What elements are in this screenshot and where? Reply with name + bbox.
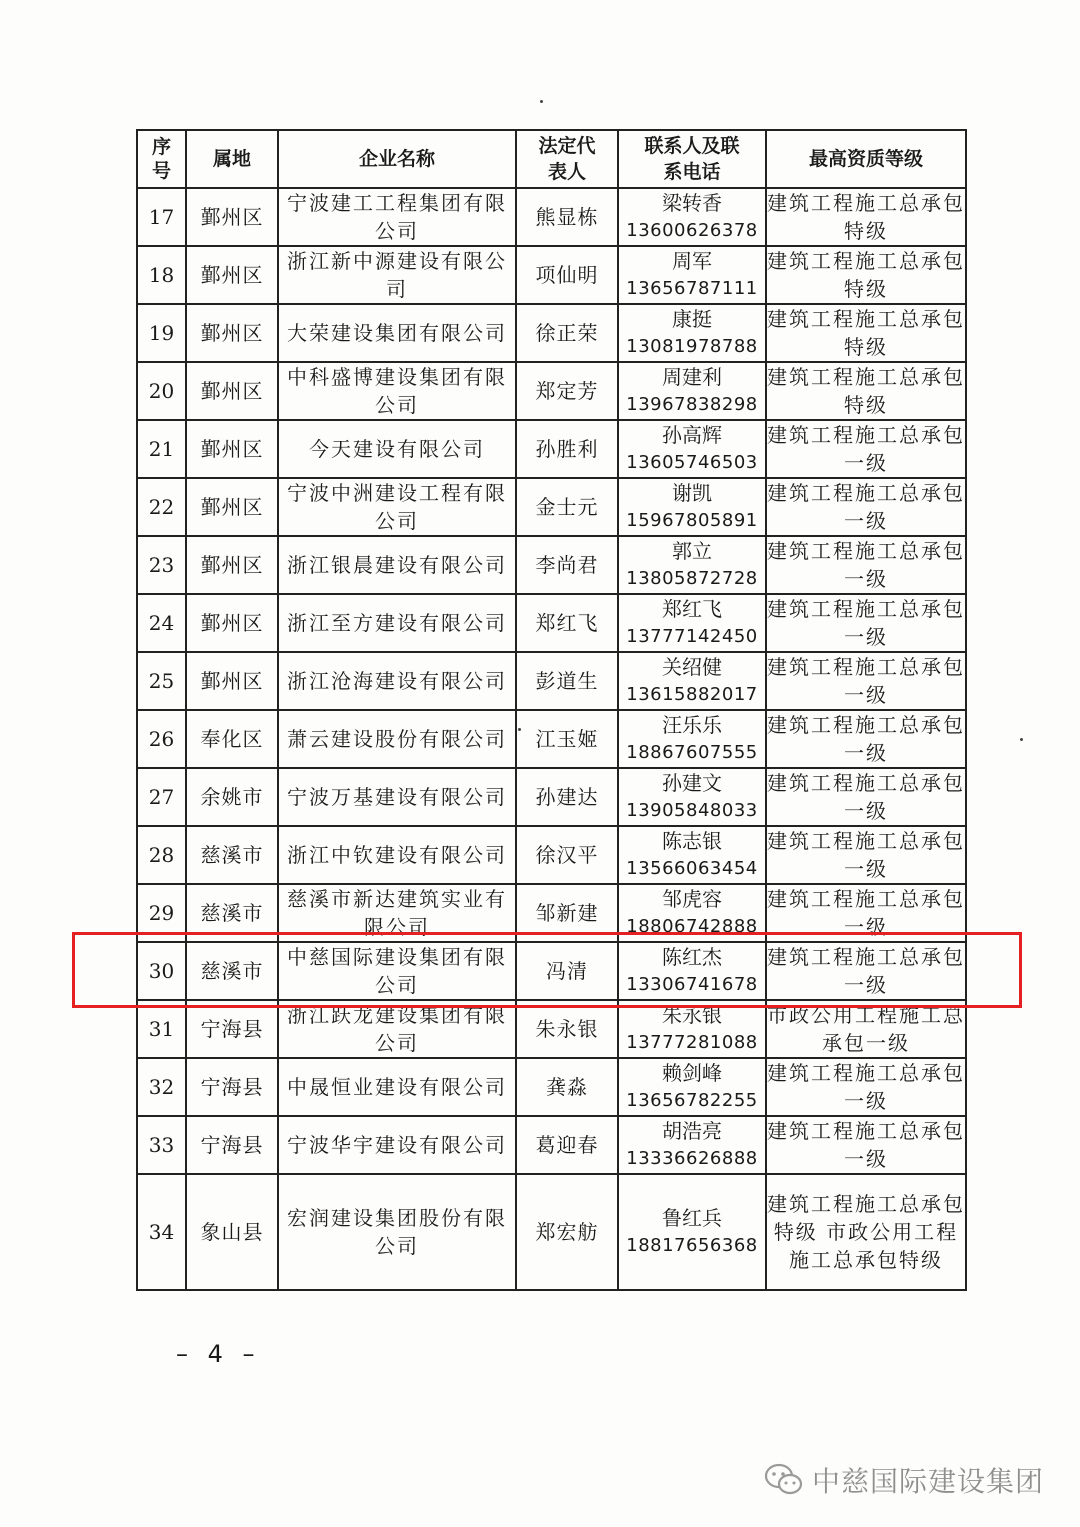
- company-cell: 大荣建设集团有限公司: [278, 304, 516, 362]
- table-body: [137, 188, 966, 1290]
- company-cell: 萧云建设股份有限公司: [278, 710, 516, 768]
- legal-rep-cell: 徐正荣: [516, 304, 618, 362]
- legal-rep-cell: 金士元: [516, 478, 618, 536]
- table-header-row: [137, 130, 966, 188]
- qualification-cell: 建筑工程施工总承包一级: [766, 826, 966, 884]
- seq-cell: 23: [137, 536, 186, 594]
- contact-cell: [618, 1058, 766, 1116]
- table-row: [137, 1000, 966, 1058]
- wechat-icon: [764, 1463, 804, 1497]
- qualification-cell: 建筑工程施工总承包特级: [766, 188, 966, 246]
- contact-cell: [618, 536, 766, 594]
- seq-cell: 32: [137, 1058, 186, 1116]
- table-row: [137, 652, 966, 710]
- contact-cell: [618, 884, 766, 942]
- scan-speck: [518, 728, 521, 731]
- legal-rep-cell: 郑红飞: [516, 594, 618, 652]
- table-row: [137, 1116, 966, 1174]
- company-cell: 浙江新中源建设有限公司: [278, 246, 516, 304]
- qualification-cell: 建筑工程施工总承包一级: [766, 594, 966, 652]
- qualification-cell: 建筑工程施工总承包一级: [766, 710, 966, 768]
- location-cell: 余姚市: [186, 768, 278, 826]
- location-cell: 宁海县: [186, 1000, 278, 1058]
- location-cell: 宁海县: [186, 1116, 278, 1174]
- contact-cell: [618, 478, 766, 536]
- legal-rep-cell: 邹新建: [516, 884, 618, 942]
- company-cell: 浙江中钦建设有限公司: [278, 826, 516, 884]
- contact-phone: 13615882017: [626, 684, 758, 705]
- location-cell: 奉化区: [186, 710, 278, 768]
- table-row: [137, 478, 966, 536]
- company-cell: 中科盛博建设集团有限公司: [278, 362, 516, 420]
- watermark: [764, 1460, 1044, 1500]
- contact-phone: 13777281088: [626, 1032, 758, 1053]
- legal-rep-cell: 郑宏舫: [516, 1174, 618, 1290]
- contact-name: 邹虎容: [662, 887, 722, 911]
- table-row: [137, 1058, 966, 1116]
- header-seq: 序号: [137, 130, 186, 188]
- contact-name: 朱永银: [662, 1003, 722, 1027]
- qualification-cell: 建筑工程施工总承包特级: [766, 246, 966, 304]
- location-cell: 鄞州区: [186, 652, 278, 710]
- table-row: [137, 768, 966, 826]
- header-legal-rep: 法定代表人: [516, 130, 618, 188]
- location-cell: 象山县: [186, 1174, 278, 1290]
- legal-rep-cell: 彭道生: [516, 652, 618, 710]
- legal-rep-cell: 徐汉平: [516, 826, 618, 884]
- contact-cell: [618, 826, 766, 884]
- contact-phone: 13081978788: [626, 336, 758, 357]
- company-cell: 宁波华宇建设有限公司: [278, 1116, 516, 1174]
- contact-cell: [618, 304, 766, 362]
- contact-phone: 18817656368: [626, 1235, 758, 1256]
- seq-cell: 17: [137, 188, 186, 246]
- contact-cell: [618, 942, 766, 1000]
- table-row: [137, 710, 966, 768]
- contact-phone: 13777142450: [626, 626, 758, 647]
- contact-name: 汪乐乐: [662, 713, 722, 737]
- location-cell: 慈溪市: [186, 942, 278, 1000]
- qualification-cell: 建筑工程施工总承包一级: [766, 1116, 966, 1174]
- contact-cell: [618, 652, 766, 710]
- contact-cell: [618, 246, 766, 304]
- table-row: [137, 884, 966, 942]
- contact-name: 孙高辉: [662, 423, 722, 447]
- contact-cell: [618, 594, 766, 652]
- contact-cell: [618, 768, 766, 826]
- contact-name: 周建利: [662, 365, 722, 389]
- seq-cell: 26: [137, 710, 186, 768]
- qualification-cell: 建筑工程施工总承包一级: [766, 768, 966, 826]
- header-qualification: 最高资质等级: [766, 130, 966, 188]
- table-row: [137, 304, 966, 362]
- location-cell: 鄞州区: [186, 362, 278, 420]
- contact-phone: 13656787111: [626, 278, 758, 299]
- contact-name: 郑红飞: [662, 597, 722, 621]
- seq-cell: 20: [137, 362, 186, 420]
- qualification-cell: 建筑工程施工总承包一级: [766, 942, 966, 1000]
- legal-rep-cell: 朱永银: [516, 1000, 618, 1058]
- qualification-cell: 建筑工程施工总承包特级: [766, 304, 966, 362]
- enterprise-table: [136, 129, 967, 1291]
- contact-name: 康挺: [672, 307, 712, 331]
- qualification-cell: 建筑工程施工总承包一级: [766, 652, 966, 710]
- header-contact: 联系人及联系电话: [618, 130, 766, 188]
- seq-cell: 30: [137, 942, 186, 1000]
- contact-name: 谢凯: [672, 481, 712, 505]
- contact-phone: 13656782255: [626, 1090, 758, 1111]
- contact-phone: 13600626378: [626, 220, 758, 241]
- seq-cell: 33: [137, 1116, 186, 1174]
- contact-name: 陈红杰: [662, 945, 722, 969]
- seq-cell: 19: [137, 304, 186, 362]
- company-cell: 宁波中洲建设工程有限公司: [278, 478, 516, 536]
- contact-name: 郭立: [672, 539, 712, 563]
- legal-rep-cell: 龚淼: [516, 1058, 618, 1116]
- header-location: 属地: [186, 130, 278, 188]
- legal-rep-cell: 郑定芳: [516, 362, 618, 420]
- location-cell: 慈溪市: [186, 884, 278, 942]
- contact-name: 周军: [672, 249, 712, 273]
- location-cell: 鄞州区: [186, 478, 278, 536]
- company-cell: 浙江跃龙建设集团有限公司: [278, 1000, 516, 1058]
- qualification-cell: 建筑工程施工总承包特级 市政公用工程施工总承包特级: [766, 1174, 966, 1290]
- watermark-text: 中慈国际建设集团: [811, 1465, 1044, 1498]
- company-cell: 宁波建工工程集团有限公司: [278, 188, 516, 246]
- contact-cell: [618, 362, 766, 420]
- page-number: – 4 –: [176, 1340, 261, 1368]
- company-cell: 中慈国际建设集团有限公司: [278, 942, 516, 1000]
- contact-name: 陈志银: [662, 829, 722, 853]
- seq-cell: 24: [137, 594, 186, 652]
- legal-rep-cell: 葛迎春: [516, 1116, 618, 1174]
- table-row: [137, 942, 966, 1000]
- location-cell: 鄞州区: [186, 536, 278, 594]
- contact-phone: 13566063454: [626, 858, 758, 879]
- contact-name: 梁转香: [662, 191, 722, 215]
- table-row: [137, 362, 966, 420]
- contact-phone: 13967838298: [626, 394, 758, 415]
- location-cell: 鄞州区: [186, 188, 278, 246]
- contact-cell: [618, 710, 766, 768]
- contact-name: 关绍健: [662, 655, 722, 679]
- contact-phone: 13805872728: [626, 568, 758, 589]
- contact-cell: [618, 188, 766, 246]
- contact-cell: [618, 420, 766, 478]
- contact-phone: 18867607555: [626, 742, 758, 763]
- contact-cell: [618, 1174, 766, 1290]
- legal-rep-cell: 江玉姬: [516, 710, 618, 768]
- table-row: [137, 1174, 966, 1290]
- location-cell: 鄞州区: [186, 304, 278, 362]
- company-cell: 慈溪市新达建筑实业有限公司: [278, 884, 516, 942]
- location-cell: 鄞州区: [186, 420, 278, 478]
- contact-phone: 13306741678: [626, 974, 758, 995]
- qualification-cell: 建筑工程施工总承包一级: [766, 536, 966, 594]
- qualification-cell: 建筑工程施工总承包一级: [766, 420, 966, 478]
- company-cell: 浙江沧海建设有限公司: [278, 652, 516, 710]
- scan-speck: [540, 100, 543, 103]
- legal-rep-cell: 熊显栋: [516, 188, 618, 246]
- contact-cell: [618, 1000, 766, 1058]
- contact-name: 孙建文: [662, 771, 722, 795]
- seq-cell: 34: [137, 1174, 186, 1290]
- contact-name: 鲁红兵: [662, 1206, 722, 1230]
- scan-speck: [1020, 738, 1023, 741]
- qualification-cell: 建筑工程施工总承包特级: [766, 362, 966, 420]
- location-cell: 宁海县: [186, 1058, 278, 1116]
- legal-rep-cell: 李尚君: [516, 536, 618, 594]
- table-row: [137, 246, 966, 304]
- seq-cell: 28: [137, 826, 186, 884]
- legal-rep-cell: 孙建达: [516, 768, 618, 826]
- seq-cell: 25: [137, 652, 186, 710]
- company-cell: 宏润建设集团股份有限公司: [278, 1174, 516, 1290]
- company-cell: 浙江银晨建设有限公司: [278, 536, 516, 594]
- table-row: [137, 826, 966, 884]
- contact-phone: 15967805891: [626, 510, 758, 531]
- qualification-cell: 建筑工程施工总承包一级: [766, 478, 966, 536]
- qualification-cell: 建筑工程施工总承包一级: [766, 884, 966, 942]
- contact-phone: 18806742888: [626, 916, 758, 937]
- legal-rep-cell: 项仙明: [516, 246, 618, 304]
- seq-cell: 22: [137, 478, 186, 536]
- header-company: 企业名称: [278, 130, 516, 188]
- legal-rep-cell: 孙胜利: [516, 420, 618, 478]
- company-cell: 今天建设有限公司: [278, 420, 516, 478]
- contact-phone: 13905848033: [626, 800, 758, 821]
- table-row: [137, 536, 966, 594]
- qualification-cell: 建筑工程施工总承包一级: [766, 1058, 966, 1116]
- seq-cell: 21: [137, 420, 186, 478]
- location-cell: 鄞州区: [186, 246, 278, 304]
- company-cell: 宁波万基建设有限公司: [278, 768, 516, 826]
- table-row: [137, 594, 966, 652]
- contact-cell: [618, 1116, 766, 1174]
- seq-cell: 18: [137, 246, 186, 304]
- company-cell: 中晟恒业建设有限公司: [278, 1058, 516, 1116]
- location-cell: 鄞州区: [186, 594, 278, 652]
- seq-cell: 27: [137, 768, 186, 826]
- location-cell: 慈溪市: [186, 826, 278, 884]
- contact-phone: 13336626888: [626, 1148, 758, 1169]
- contact-name: 胡浩亮: [662, 1119, 722, 1143]
- contact-name: 赖剑峰: [662, 1061, 722, 1085]
- table-row: [137, 188, 966, 246]
- company-cell: 浙江至方建设有限公司: [278, 594, 516, 652]
- seq-cell: 31: [137, 1000, 186, 1058]
- qualification-cell: 市政公用工程施工总承包一级: [766, 1000, 966, 1058]
- legal-rep-cell: 冯清: [516, 942, 618, 1000]
- table-row: [137, 420, 966, 478]
- contact-phone: 13605746503: [626, 452, 758, 473]
- seq-cell: 29: [137, 884, 186, 942]
